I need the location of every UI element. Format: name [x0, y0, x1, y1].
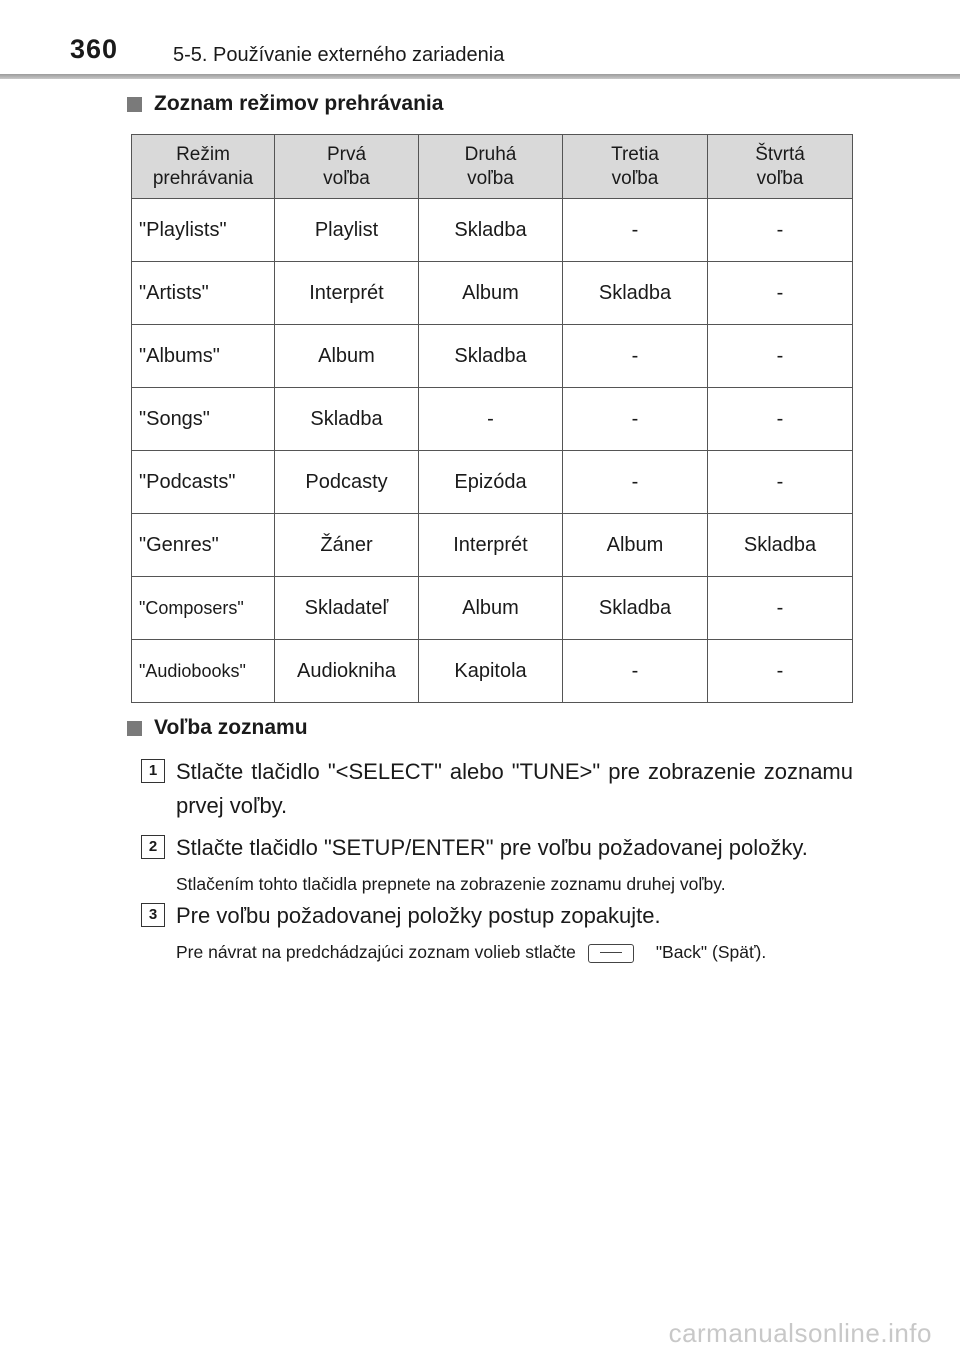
table-cell: -	[563, 388, 708, 451]
running-title: 5-5. Používanie externého zariadenia	[173, 44, 505, 66]
table-cell: -	[563, 640, 708, 703]
column-header: Prvá voľba	[275, 135, 419, 199]
table-cell: Interprét	[419, 514, 563, 577]
table-cell: Skladba	[419, 325, 563, 388]
step-3	[141, 899, 853, 933]
table-cell: Skladateľ	[275, 577, 419, 640]
step-2	[141, 831, 853, 865]
square-bullet-icon	[127, 97, 142, 112]
note-text: "Back" (Späť).	[655, 942, 767, 962]
table-cell: "Genres"	[132, 514, 275, 577]
table-cell: -	[708, 199, 853, 262]
table-cell: "Composers"	[132, 577, 275, 640]
square-bullet-icon	[127, 721, 142, 736]
watermark: carmanualsonline.info	[668, 1318, 932, 1348]
table-cell: -	[419, 388, 563, 451]
table-cell: Skladba	[563, 577, 708, 640]
table-cell: "Audiobooks"	[132, 640, 275, 703]
step-number-badge: 3	[141, 903, 165, 927]
table-cell: Skladba	[563, 262, 708, 325]
note-text: Pre návrat na predchádzajúci zoznam volieb stlačte	[176, 942, 576, 962]
table-cell: -	[708, 325, 853, 388]
step-1	[141, 755, 853, 823]
step-text: Pre voľbu požadovanej položky postup zopakujte.	[176, 903, 661, 928]
page-number: 360	[70, 34, 119, 64]
table-cell: Podcasty	[275, 451, 419, 514]
step-number-badge: 2	[141, 835, 165, 859]
table-cell: -	[708, 451, 853, 514]
step-text: Stlačte tlačidlo "<SELECT" alebo "TUNE>" pre zobrazenie zoznamu prvej voľby.	[176, 759, 853, 818]
table-cell: "Artists"	[132, 262, 275, 325]
column-header: Režim prehrávania	[132, 135, 275, 199]
step-number-badge: 1	[141, 759, 165, 783]
table-cell: -	[563, 451, 708, 514]
table-row	[132, 577, 853, 640]
table-cell: Skladba	[275, 388, 419, 451]
step-note	[176, 941, 852, 963]
playback-modes-table	[131, 134, 853, 703]
header-rule	[0, 74, 960, 79]
table-row	[132, 199, 853, 262]
table-cell: -	[708, 577, 853, 640]
table-cell: Album	[419, 262, 563, 325]
section-heading-list-selection	[127, 716, 308, 740]
table-cell: -	[563, 325, 708, 388]
column-header: Druhá voľba	[419, 135, 563, 199]
table-row	[132, 325, 853, 388]
table-cell: -	[708, 388, 853, 451]
table-header-row	[132, 135, 853, 199]
page-header	[0, 0, 960, 80]
table-cell: Žáner	[275, 514, 419, 577]
table-cell: Album	[419, 577, 563, 640]
table-cell: "Albums"	[132, 325, 275, 388]
table-row	[132, 640, 853, 703]
section-title: Zoznam režimov prehrávania	[154, 92, 444, 115]
step-text: Stlačte tlačidlo "SETUP/ENTER" pre voľbu požadovanej položky.	[176, 835, 808, 860]
table-cell: -	[708, 640, 853, 703]
section-heading-playback-modes	[127, 92, 443, 116]
section-title: Voľba zoznamu	[154, 716, 308, 739]
table-cell: Interprét	[275, 262, 419, 325]
step-note: Stlačením tohto tlačidla prepnete na zobrazenie zoznamu druhej voľby.	[176, 874, 726, 894]
column-header: Štvrtá voľba	[708, 135, 853, 199]
table-cell: -	[708, 262, 853, 325]
table-cell: Album	[563, 514, 708, 577]
table-row	[132, 388, 853, 451]
column-header: Tretia voľba	[563, 135, 708, 199]
table-cell: Audiokniha	[275, 640, 419, 703]
table-cell: "Songs"	[132, 388, 275, 451]
table-row	[132, 514, 853, 577]
table-cell: Skladba	[708, 514, 853, 577]
table-cell: Kapitola	[419, 640, 563, 703]
table-cell: Album	[275, 325, 419, 388]
table-cell: "Podcasts"	[132, 451, 275, 514]
table-row	[132, 451, 853, 514]
back-button-icon	[588, 944, 634, 963]
table-cell: "Playlists"	[132, 199, 275, 262]
table-cell: -	[563, 199, 708, 262]
table-row	[132, 262, 853, 325]
table-cell: Playlist	[275, 199, 419, 262]
table-cell: Skladba	[419, 199, 563, 262]
table-cell: Epizóda	[419, 451, 563, 514]
